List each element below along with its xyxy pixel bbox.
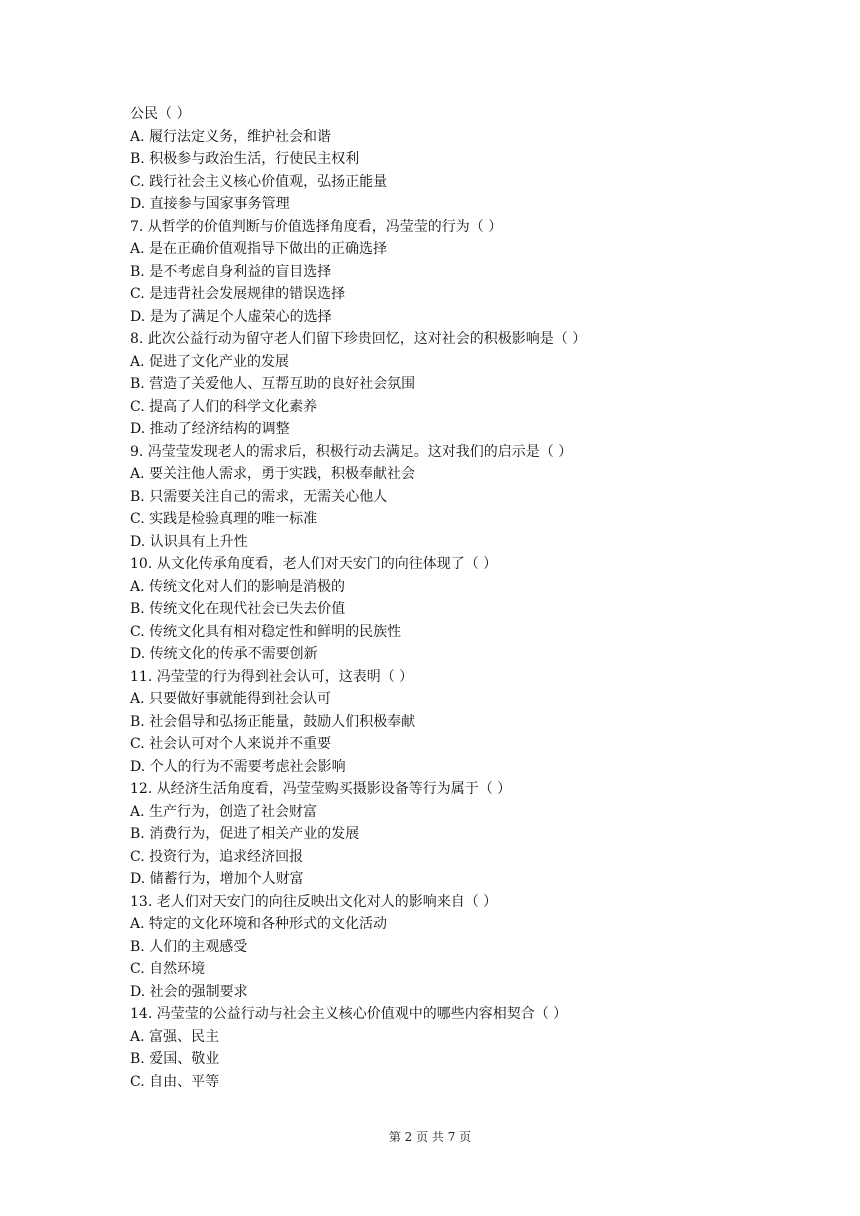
text-line: C. 社会认可对个人来说并不重要 (130, 736, 332, 752)
text-line: D. 直接参与国家事务管理 (130, 196, 290, 212)
text-line: A. 特定的文化环境和各种形式的文化活动 (130, 916, 388, 932)
text-line: B. 积极参与政治生活，行使民主权利 (130, 151, 360, 167)
text-line: B. 人们的主观感受 (130, 938, 248, 955)
text-line: 12. 从经济生活角度看，冯莹莹购买摄影设备等行为属于（ ） (130, 781, 512, 797)
page-footer: 第 2 页 共 7 页 (388, 1130, 472, 1144)
text-line: D. 是为了满足个人虚荣心的选择 (130, 308, 332, 325)
text-line: 10. 从文化传承角度看，老人们对天安门的向往体现了（ ） (130, 556, 498, 572)
text-line: A. 履行法定义务，维护社会和谐 (130, 128, 332, 145)
text-line: 8. 此次公益行动为留守老人们留下珍贵回忆，这对社会的积极影响是（ ） (130, 331, 587, 347)
text-line: D. 储蓄行为，增加个人财富 (130, 871, 304, 887)
text-line: B. 消费行为，促进了相关产业的发展 (130, 826, 360, 842)
text-line: A. 生产行为，创造了社会财富 (130, 803, 318, 820)
text-line: A. 是在正确价值观指导下做出的正确选择 (130, 241, 388, 257)
text-line: 13. 老人们对天安门的向往反映出文化对人的影响来自（ ） (130, 893, 498, 910)
text-line: D. 推动了经济结构的调整 (130, 421, 290, 437)
text-line: C. 自由、平等 (130, 1073, 220, 1090)
text-line: D. 传统文化的传承不需要创新 (130, 646, 318, 662)
text-line: A. 要关注他人需求，勇于实践，积极奉献社会 (130, 466, 416, 482)
text-line: A. 富强、民主 (130, 1028, 220, 1045)
text-line: 公民（ ） (130, 106, 191, 122)
text-line: A. 促进了文化产业的发展 (130, 353, 290, 370)
page-content (130, 103, 750, 1093)
text-line: A. 只要做好事就能得到社会认可 (130, 691, 332, 707)
text-line: D. 社会的强制要求 (130, 983, 248, 1000)
text-line: C. 投资行为，追求经济回报 (130, 848, 304, 865)
text-line: C. 自然环境 (130, 961, 206, 977)
text-line: C. 实践是检验真理的唯一标准 (130, 511, 318, 527)
text-line: D. 认识具有上升性 (130, 533, 248, 550)
text-line: 11. 冯莹莹的行为得到社会认可，这表明（ ） (130, 668, 414, 685)
text-line: B. 是不考虑自身利益的盲目选择 (130, 263, 332, 280)
text-line: A. 传统文化对人们的影响是消极的 (130, 578, 346, 595)
text-line: D. 个人的行为不需要考虑社会影响 (130, 758, 346, 775)
text-line: C. 是违背社会发展规律的错误选择 (130, 286, 346, 302)
text-line: C. 提高了人们的科学文化素养 (130, 398, 318, 415)
text-line: B. 社会倡导和弘扬正能量，鼓励人们积极奉献 (130, 713, 416, 730)
text-line: 9. 冯莹莹发现老人的需求后，积极行动去满足。这对我们的启示是（ ） (130, 443, 573, 460)
text-line: C. 传统文化具有相对稳定性和鲜明的民族性 (130, 623, 402, 640)
text-line: 14. 冯莹莹的公益行动与社会主义核心价值观中的哪些内容相契合（ ） (130, 1006, 568, 1022)
text-line: C. 践行社会主义核心价值观，弘扬正能量 (130, 173, 388, 190)
text-line: B. 传统文化在现代社会已失去价值 (130, 601, 346, 617)
text-line: B. 只需要关注自己的需求，无需关心他人 (130, 488, 388, 505)
text-line: B. 营造了关爱他人、互帮互助的良好社会氛围 (130, 376, 416, 392)
text-line: B. 爱国、敬业 (130, 1051, 220, 1067)
text-line: 7. 从哲学的价值判断与价值选择角度看，冯莹莹的行为（ ） (130, 218, 503, 235)
